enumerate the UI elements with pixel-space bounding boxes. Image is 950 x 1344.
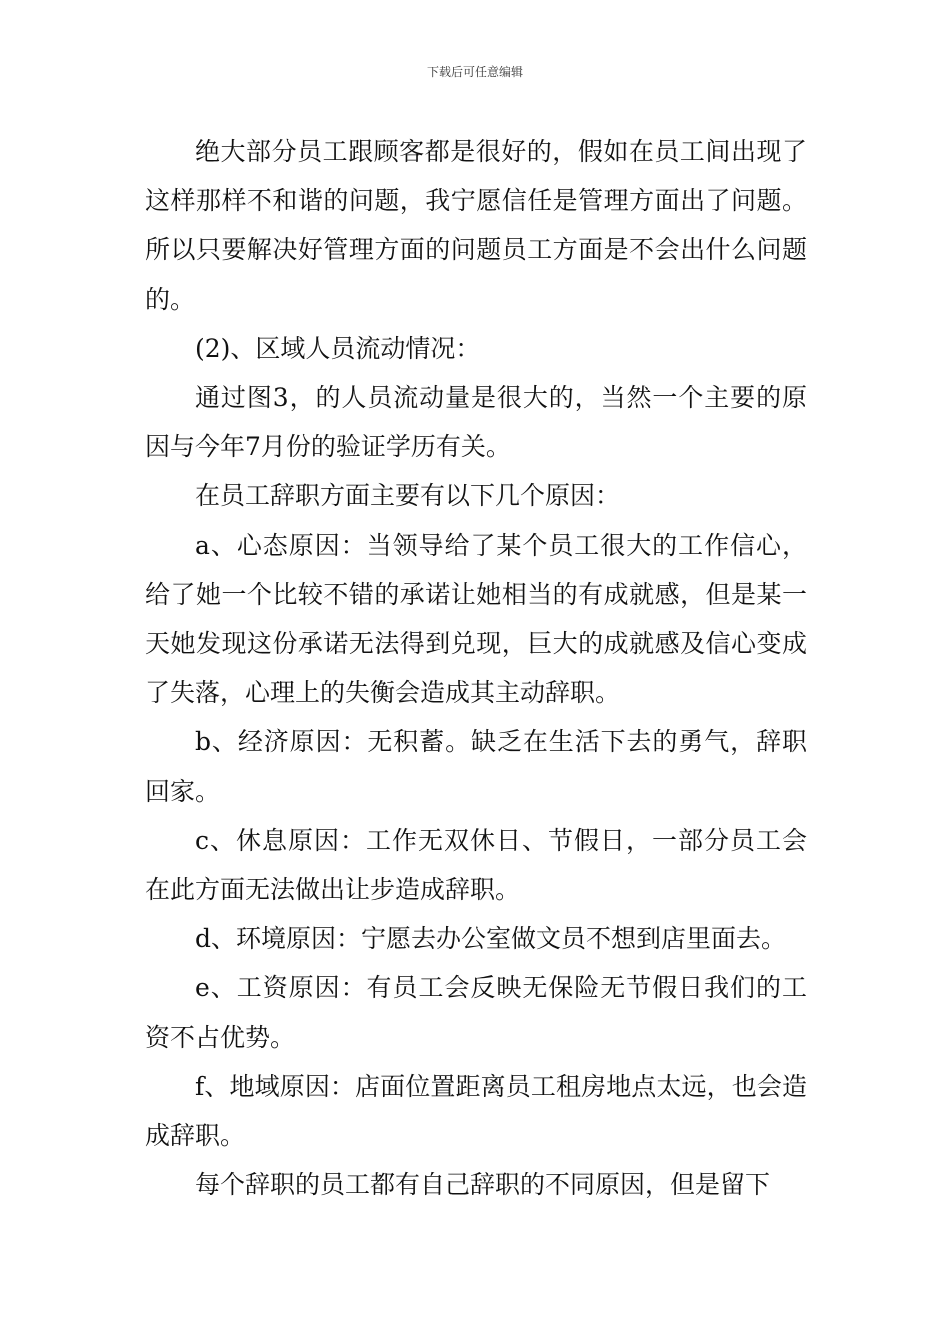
paragraph-closing: 每个辞职的员工都有自己辞职的不同原因，但是留下	[195, 1170, 771, 1200]
download-note: 下载后可任意编辑	[426, 65, 523, 79]
document-body	[145, 127, 807, 1209]
reason-item-economic: b、经济原因：无积蓄。缺乏在生活下去的勇气，辞职回家。	[145, 727, 807, 806]
paragraph-turnover-figure: 通过图3，的人员流动量是很大的，当然一个主要的原因与今年7月份的验证学历有关。	[145, 383, 807, 462]
reason-item-location: f、地域原因：店面位置距离员工租房地点太远，也会造成辞职。	[145, 1071, 807, 1151]
reason-item-mindset: a、心态原因：当领导给了某个员工很大的工作信心，给了她一个比较不错的承诺让她相当的有成就感，但是某一天她发现这份承诺无法得到兑现，巨大的成就感及信心变成了失落，心理上的失衡会造成其主动辞职。	[145, 530, 807, 708]
section-heading-staff-turnover: (2)、区域人员流动情况：	[195, 333, 481, 363]
reason-item-rest: c、休息原因：工作无双休日、节假日，一部分员工会在此方面无法做出让步造成辞职。	[145, 825, 807, 905]
paragraph-management: 绝大部分员工跟顾客都是很好的，假如在员工间出现了这样那样不和谐的问题，我宁愿信任是管理方面出了问题。所以只要解决好管理方面的问题员工方面是不会出什么问题的。	[145, 137, 807, 314]
reason-item-environment: d、环境原因：宁愿去办公室做文员不想到店里面去。	[195, 924, 787, 954]
paragraph-resignation-reasons-intro: 在员工辞职方面主要有以下几个原因：	[195, 481, 621, 511]
reason-item-salary: e、工资原因：有员工会反映无保险无节假日我们的工资不占优势。	[145, 973, 807, 1052]
